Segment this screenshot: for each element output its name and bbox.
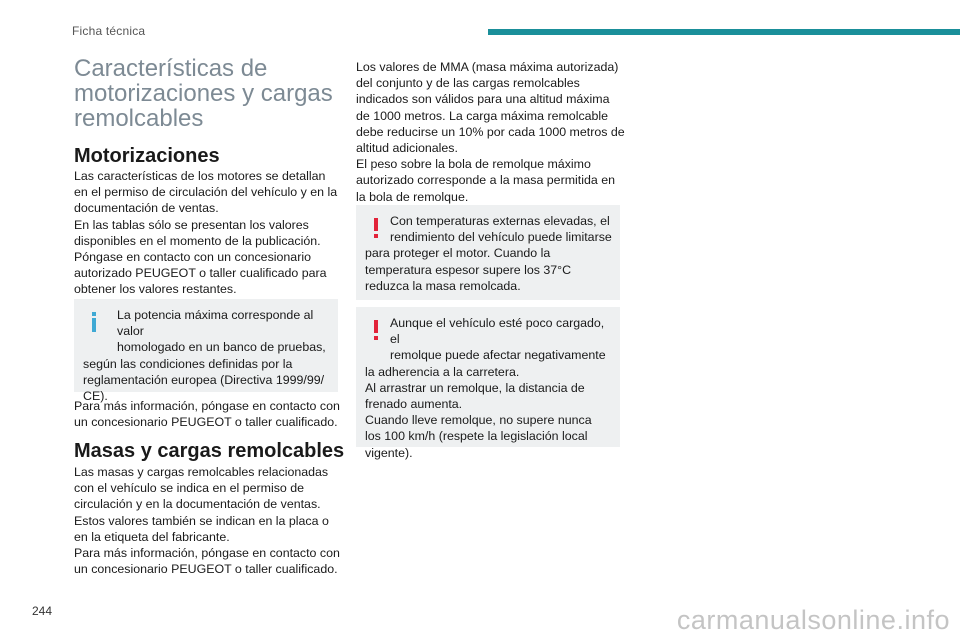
info-note [74,299,338,404]
warning-note-temperature-first-lines: Con temperaturas externas elevadas, el rendimiento del vehículo puede limitarse [390,214,612,245]
info-note-rest: según las condiciones definidas por la reglamentación europea (Directiva 1999/99/ CE). [83,356,325,404]
warning-icon [369,318,383,342]
info-note-first-lines: La potencia máxima corresponde al valor homologado en un banco de pruebas, [117,308,326,355]
warning-note-trailer-rest: la adherencia a la carretera. Al arrastrar un remolque, la distancia de frenado aumenta. Cuando lleve remolque, no supere nunca los 100 km/h (respete la legislación local vigente). [365,364,592,460]
motorizaciones-heading: Motorizaciones [74,145,220,167]
running-header: Ficha técnica [72,24,146,38]
section-title: Características de motorizaciones y cargas remolcables [74,55,333,132]
masas-body: Las masas y cargas remolcables relacionadas con el vehículo se indica en el permiso de circulación y en la documentación de ventas. Estos valores también se indican en la placa o en la etiqueta del fabricante. Para más información, póngase en contacto con un concesionario PEUGEOT o taller cualificado. [74,465,340,577]
mma-body: Los valores de MMA (masa máxima autorizada) del conjunto y de las cargas remolcables indicados son válidos para una altitud máxima de 1000 metros. La carga máxima remolcable debe reducirse un 10% por cada 1000 metros de altitud adicionales. El peso sobre la bola de remolque máximo autorizado corresponde a la masa permitida en la bola de remolque. [356,60,625,204]
warning-note-temperature-rest: para proteger el motor. Cuando la temperatura espesor supere los 37°C reduzca la masa remolcada. [365,246,572,293]
info-icon [87,310,101,334]
warning-note-trailer [356,307,620,460]
masas-heading: Masas y cargas remolcables [74,440,345,462]
motorizaciones-contact: Para más información, póngase en contacto con un concesionario PEUGEOT o taller cualificado. [74,399,340,430]
warning-note-temperature [356,205,620,300]
header-accent-bar [488,29,960,35]
warning-note-trailer-first-lines: Aunque el vehículo esté poco cargado, el remolque puede afectar negativamente [390,316,606,363]
page-number: 244 [32,604,53,618]
motorizaciones-body: Las características de los motores se detallan en el permiso de circulación del vehículo y en la documentación de ventas. En las tablas sólo se presentan los valores disponibles en el momento de la publicación. Póngase en contacto con un concesionario autorizado PEUGEOT o taller cualificado para obtener los valores restantes. [74,169,338,297]
warning-icon [369,216,383,240]
watermark: carmanualsonline.info [676,605,950,635]
